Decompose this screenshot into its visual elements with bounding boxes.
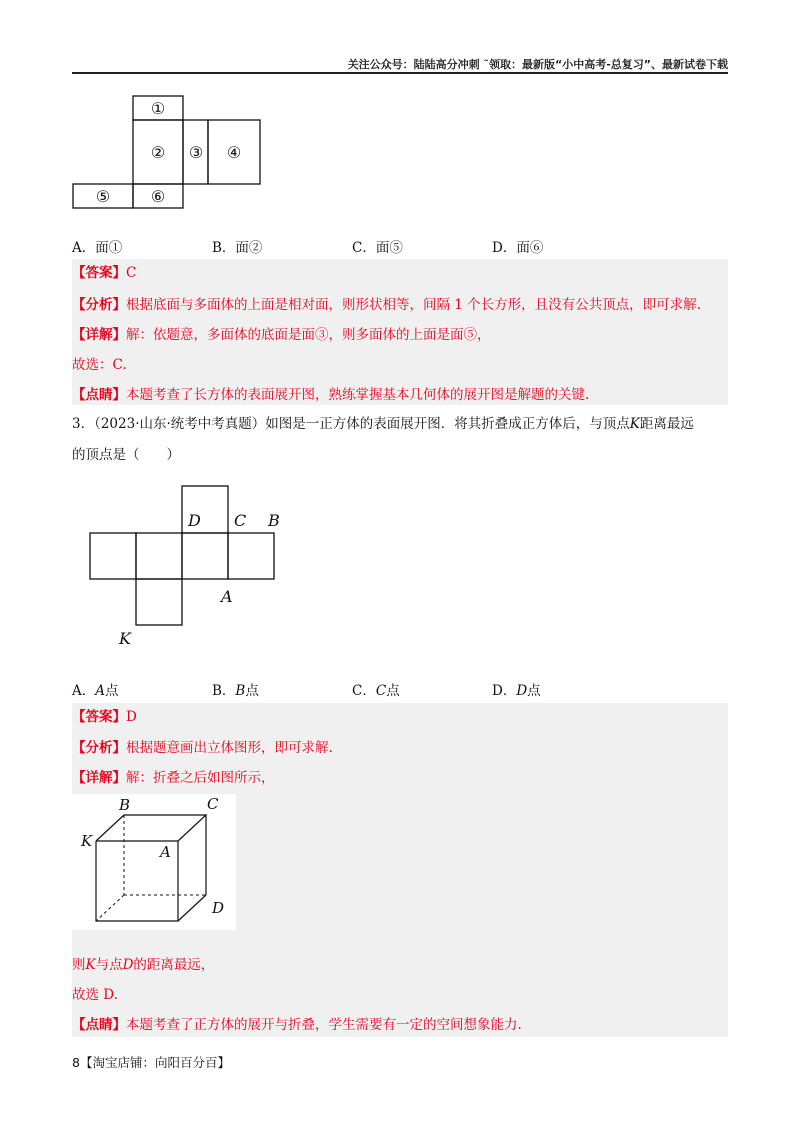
- q3-choice: 故选 D.: [72, 987, 118, 1003]
- q3-cube-label-k: K: [81, 832, 93, 850]
- q3-number: 3．: [72, 416, 95, 432]
- q3-option-d-suffix: 点: [527, 683, 541, 699]
- page-footer: 8【淘宝店铺：向阳百分百】: [72, 1055, 230, 1070]
- q2-face-label-4: ④: [226, 143, 242, 162]
- q3-cube-label-b: B: [119, 796, 131, 814]
- q2-answer-value: C: [126, 265, 137, 281]
- q3-net-label-b: B: [268, 511, 280, 530]
- q3-analysis: [72, 739, 333, 757]
- q2-comment-label: 【点睛】: [72, 387, 126, 403]
- q3-net-figure: [80, 480, 300, 655]
- q3-stem-line2: 的顶点是（ ）: [72, 447, 180, 463]
- q3-option-c-suffix: 点: [386, 683, 400, 699]
- q2-face-label-2: ②: [150, 143, 166, 162]
- q3-net-label-a: A: [221, 587, 233, 606]
- q2-analysis-label: 【分析】: [72, 297, 126, 313]
- q3-conclusion-c: 的距离最远，: [133, 957, 215, 973]
- q3-option-b-suffix: 点: [245, 683, 259, 699]
- q3-analysis-text: 根据题意画出立体图形，即可求解.: [126, 740, 333, 756]
- q3-comment-label: 【点睛】: [72, 1017, 126, 1033]
- q3-conclusion-a: 则: [72, 957, 86, 973]
- q3-net-row-square-1: [90, 533, 136, 579]
- q3-net-row-square-4: [228, 533, 274, 579]
- q2-analysis: [72, 296, 701, 314]
- q3-option-d: [492, 679, 541, 699]
- q3-conclusion-var1: K: [85, 957, 96, 973]
- q3-cube-label-d: D: [212, 899, 225, 917]
- q3-stem-var: K: [629, 416, 640, 432]
- q3-analysis-label: 【分析】: [72, 740, 126, 756]
- q3-option-b: [212, 679, 259, 699]
- q2-analysis-text: 根据底面与多面体的上面是相对面，则形状相等，间隔 1 个长方形，且没有公共顶点，即可求解.: [126, 297, 701, 313]
- q2-comment-text: 本题考查了长方体的表面展开图，熟练掌握基本几何体的展开图是解题的关键.: [126, 387, 590, 403]
- q3-detail: [72, 769, 275, 787]
- header-rule: [72, 72, 728, 74]
- q2-choice: 故选：C.: [72, 357, 127, 373]
- q3-conclusion-var2: D: [122, 957, 134, 973]
- q2-face-label-5: ⑤: [95, 187, 111, 206]
- q3-cube-label-a: A: [160, 843, 171, 861]
- q3-answer-value: D: [126, 709, 137, 725]
- q2-option-a: A．面①: [72, 240, 123, 256]
- q3-cube-hidden-edge-2: [96, 895, 124, 921]
- q3-stem-text-b: 距离最远: [639, 416, 694, 432]
- q3-option-a: [72, 679, 119, 699]
- q3-net-bottom-square: [136, 579, 182, 625]
- q3-source: （2023·山东·统考中考真题）: [94, 416, 266, 432]
- q3-net-row-square-3: [182, 533, 228, 579]
- q3-net-label-c: C: [234, 511, 247, 530]
- q3-cube-figure: [72, 794, 236, 930]
- q3-option-c-var: C: [375, 683, 387, 699]
- q3-net-label-k: K: [119, 629, 131, 648]
- q2-answer-label: 【答案】: [72, 265, 126, 281]
- q3-cube-top-face: [96, 815, 206, 841]
- q2-detail-text: 解：依题意，多面体的底面是面③，则多面体的上面是面⑤，: [126, 327, 491, 343]
- q3-net-row-square-2: [136, 533, 182, 579]
- q3-option-d-var: D: [516, 683, 528, 699]
- q2-comment: [72, 386, 589, 404]
- q3-option-a-suffix: 点: [105, 683, 119, 699]
- q3-option-b-var: B: [235, 683, 246, 699]
- q2-answer: [72, 264, 136, 282]
- q2-detail-label: 【详解】: [72, 327, 126, 343]
- q3-stem-text-a: 如图是一正方体的表面展开图．将其折叠成正方体后，与顶点: [265, 416, 630, 432]
- q2-face-label-6: ⑥: [150, 187, 166, 206]
- q3-option-a-var: A: [95, 683, 105, 699]
- q2-net-figure: [70, 92, 270, 212]
- q3-net-label-d: D: [188, 511, 201, 530]
- q3-option-b-letter: B．: [212, 683, 236, 699]
- page-header: 关注公众号：陆陆高分冲刺 ˜领取：最新版“小中高考-总复习”、最新试卷下载: [347, 58, 728, 71]
- q3-cube-right-bottom-edge: [178, 895, 206, 921]
- q3-comment: [72, 1016, 522, 1034]
- q3-option-c-letter: C．: [352, 683, 376, 699]
- q3-option-a-letter: A．: [72, 683, 96, 699]
- q3-answer: [72, 708, 137, 726]
- q3-conclusion-b: 与点: [95, 957, 123, 973]
- q3-option-c: [352, 679, 400, 699]
- q3-cube-label-c: C: [207, 795, 219, 813]
- q3-answer-label: 【答案】: [72, 709, 126, 725]
- q3-detail-text: 解：折叠之后如图所示，: [126, 770, 275, 786]
- q3-comment-text: 本题考查了正方体的展开与折叠，学生需要有一定的空间想象能力.: [126, 1017, 522, 1033]
- q3-stem-line1: [72, 415, 694, 433]
- q2-detail: [72, 326, 491, 344]
- q3-detail-label: 【详解】: [72, 770, 126, 786]
- q3-conclusion: [72, 956, 214, 974]
- q3-option-d-letter: D．: [492, 683, 517, 699]
- q2-face-label-1: ①: [150, 99, 166, 118]
- q2-option-d: D．面⑥: [492, 240, 544, 256]
- q2-option-c: C．面⑤: [352, 240, 403, 256]
- q2-option-b: B．面②: [212, 240, 263, 256]
- q2-face-label-3: ③: [188, 143, 204, 162]
